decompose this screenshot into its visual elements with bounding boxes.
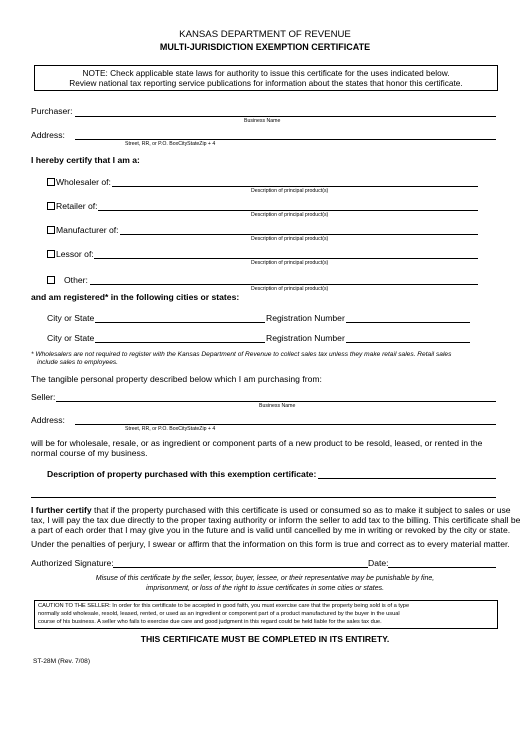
- registration-number-label-2: Registration Number: [266, 333, 345, 343]
- wholesaler-label: Wholesaler of:: [56, 177, 111, 187]
- wholesaler-option[interactable]: [47, 177, 111, 188]
- manufacturer-product-field[interactable]: [120, 234, 478, 235]
- seller-caption: Business Name: [259, 403, 296, 409]
- form-id: ST-28M (Rev. 7/08): [33, 658, 91, 665]
- manufacturer-checkbox[interactable]: [47, 226, 55, 234]
- caution-line-1: CAUTION TO THE SELLER: In order for this certificate to be accepted in good faith, you must exercise care that the property being sold is of a type: [38, 603, 410, 609]
- misuse-line-1: Misuse of this certificate by the seller, lessor, buyer, lessee, or their representative may be punishable by fine,: [95, 575, 435, 582]
- retailer-caption: Description of principal product(s): [251, 212, 329, 218]
- city-state-field-1[interactable]: [95, 322, 265, 323]
- seller-address-caption: Street, RR, or P.O. BoxCityStateZip + 4: [125, 426, 216, 432]
- signature-field[interactable]: [113, 567, 368, 568]
- retailer-checkbox[interactable]: [47, 202, 55, 210]
- registration-number-field-2[interactable]: [346, 342, 470, 343]
- other-label: Other:: [64, 275, 88, 285]
- signature-label: Authorized Signature:: [31, 558, 114, 568]
- misuse-line-2: imprisonment, or loss of the right to issue certificates in some cities or states.: [145, 585, 385, 592]
- manufacturer-caption: Description of principal product(s): [251, 236, 329, 242]
- wholesale-text-line-1: will be for wholesale, resale, or as ingredient or component parts of a new product to be resold, leased, or rented in the: [31, 438, 483, 448]
- lessor-label: Lessor of:: [56, 249, 94, 259]
- caution-box: [34, 600, 498, 629]
- other-caption: Description of principal product(s): [251, 286, 329, 292]
- city-state-label-1: City or State: [47, 313, 95, 323]
- registration-number-field-1[interactable]: [346, 322, 470, 323]
- lessor-option[interactable]: [47, 249, 94, 260]
- date-field[interactable]: [388, 567, 496, 568]
- wholesaler-caption: Description of principal product(s): [251, 188, 329, 194]
- city-state-label-2: City or State: [47, 333, 95, 343]
- wholesale-text-line-2: normal course of my business.: [31, 448, 148, 458]
- lessor-product-field[interactable]: [94, 258, 478, 259]
- date-label: Date:: [368, 558, 389, 568]
- city-state-field-2[interactable]: [95, 342, 265, 343]
- note-line-1: NOTE: Check applicable state laws for authority to issue this certificate for the uses indicated below.: [82, 68, 450, 78]
- seller-address-label: Address:: [31, 415, 65, 425]
- wholesaler-checkbox[interactable]: [47, 178, 55, 186]
- manufacturer-option[interactable]: [47, 225, 119, 236]
- further-certify-line-3: a part of each order that I may give you in the future and is valid until cancelled by me in writing or revoked by the city or state.: [31, 525, 511, 535]
- footnote-line-2: include sales to employees.: [37, 359, 119, 366]
- purchaser-address-field[interactable]: [75, 139, 496, 140]
- form-title: MULTI-JURISDICTION EXEMPTION CERTIFICATE: [159, 42, 371, 52]
- purchaser-label: Purchaser:: [31, 106, 73, 116]
- further-certify-bold: I further certify: [31, 505, 92, 515]
- registered-heading: and am registered* in the following cities or states:: [31, 292, 240, 302]
- perjury-statement: Under the penalties of perjury, I swear or affirm that the information on this form is true and correct as to every material matter.: [31, 539, 510, 549]
- seller-name-field[interactable]: [56, 401, 496, 402]
- complete-notice: THIS CERTIFICATE MUST BE COMPLETED IN ITS ENTIRETY.: [140, 634, 390, 644]
- description-field-1[interactable]: [318, 478, 496, 479]
- other-product-field[interactable]: [90, 284, 478, 285]
- other-option[interactable]: [47, 275, 88, 286]
- note-box: [34, 65, 498, 91]
- wholesaler-product-field[interactable]: [112, 186, 478, 187]
- purchaser-address-label: Address:: [31, 130, 65, 140]
- description-label: Description of property purchased with this exemption certificate:: [47, 469, 317, 479]
- note-line-2: Review national tax reporting service publications for information about the states that honor this certificate.: [69, 78, 463, 88]
- retailer-product-field[interactable]: [98, 210, 478, 211]
- retailer-label: Retailer of:: [56, 201, 98, 211]
- registration-number-label-1: Registration Number: [266, 313, 345, 323]
- caution-line-3: course of his business. A seller who fails to exercise due care and good judgment in this regard could be held liable for the sales tax due.: [38, 619, 382, 625]
- lessor-checkbox[interactable]: [47, 250, 55, 258]
- lessor-caption: Description of principal product(s): [251, 260, 329, 266]
- manufacturer-label: Manufacturer of:: [56, 225, 119, 235]
- purchaser-name-field[interactable]: [75, 116, 496, 117]
- purchaser-caption: Business Name: [244, 118, 281, 124]
- certify-heading: I hereby certify that I am a:: [31, 155, 140, 165]
- further-certify-text: that if the property purchased with this certificate is used or consumed so as to make it subject to sales or use: [91, 505, 511, 515]
- caution-line-2: normally sold wholesale, resold, leased, rented, or used as an ingredient or component part of a product manufactured by the buyer in the usual: [38, 611, 400, 617]
- description-field-2[interactable]: [31, 497, 496, 498]
- department-name: KANSAS DEPARTMENT OF REVENUE: [179, 29, 351, 40]
- purchaser-address-caption: Street, RR, or P.O. BoxCityStateZip + 4: [125, 141, 216, 147]
- seller-label: Seller:: [31, 392, 56, 402]
- footnote-line-1: * Wholesalers are not required to register with the Kansas Department of Revenue to collect sales tax unless they make retail sales. Retail sales: [31, 351, 452, 358]
- tangible-property-text: The tangible personal property described below which I am purchasing from:: [31, 374, 322, 384]
- seller-address-field[interactable]: [75, 424, 496, 425]
- other-checkbox[interactable]: [47, 276, 55, 284]
- retailer-option[interactable]: [47, 201, 98, 212]
- further-certify-line-2: tax, I will pay the tax due directly to the proper taxing authority or inform the seller to add tax to the billing. This certificate shall be: [31, 515, 521, 525]
